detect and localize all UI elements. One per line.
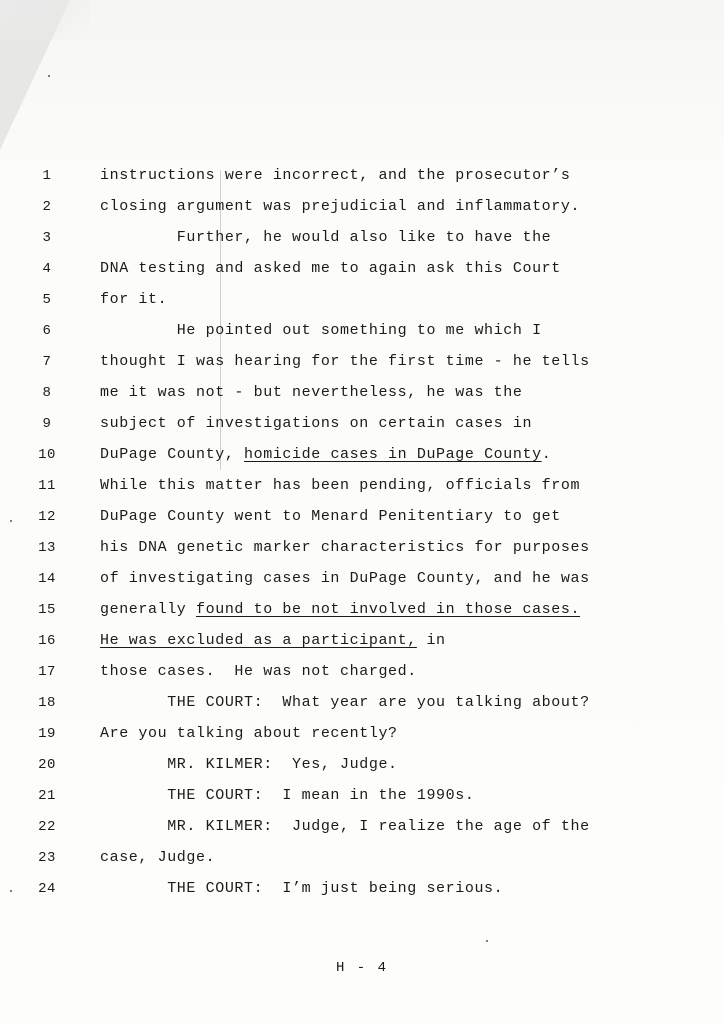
- underlined-text: homicide cases in DuPage County: [244, 446, 542, 463]
- line-number: 7: [42, 354, 52, 370]
- transcript-line: [0, 846, 724, 870]
- line-number: 15: [38, 602, 56, 618]
- line-number: 1: [42, 168, 52, 184]
- text-segment: me it was not - but nevertheless, he was the: [100, 384, 523, 401]
- line-number: 21: [38, 788, 56, 804]
- text-segment: THE COURT: I’m just being serious.: [100, 880, 504, 897]
- underlined-text: found to be not involved in those cases.: [196, 601, 581, 618]
- line-text: [100, 257, 561, 281]
- scan-speck: [48, 75, 50, 77]
- transcript-line: [0, 226, 724, 250]
- line-text: [100, 691, 590, 715]
- line-number: 10: [38, 447, 56, 463]
- line-text: [100, 536, 590, 560]
- text-segment: THE COURT: I mean in the 1990s.: [100, 787, 475, 804]
- transcript-line: [0, 195, 724, 219]
- transcript-line: [0, 877, 724, 901]
- line-text: [100, 381, 522, 405]
- text-segment: for it.: [100, 291, 168, 308]
- text-segment: Further, he would also like to have the: [100, 229, 552, 246]
- line-text: [100, 784, 474, 808]
- transcript-line: [0, 536, 724, 560]
- line-text: [100, 288, 167, 312]
- text-segment: those cases. He was not charged.: [100, 663, 417, 680]
- line-number: 13: [38, 540, 56, 556]
- line-number: 16: [38, 633, 56, 649]
- text-segment: subject of investigations on certain cases in: [100, 415, 533, 432]
- text-segment: of investigating cases in DuPage County, and he was: [100, 570, 590, 587]
- transcript-line: [0, 691, 724, 715]
- line-number: 8: [42, 385, 52, 401]
- text-segment: in: [416, 632, 446, 649]
- transcript-line: [0, 660, 724, 684]
- transcript-line: [0, 784, 724, 808]
- scan-speck: [10, 520, 12, 522]
- line-text: [100, 567, 590, 591]
- text-segment: MR. KILMER: Yes, Judge.: [100, 756, 398, 773]
- text-segment: case, Judge.: [100, 849, 216, 866]
- text-segment: instructions were incorrect, and the prosecutor’s: [100, 167, 571, 184]
- transcript-line: [0, 474, 724, 498]
- transcript-line: [0, 598, 724, 622]
- text-segment: DuPage County,: [100, 446, 245, 463]
- text-segment: Are you talking about recently?: [100, 725, 398, 742]
- page-fold-highlight: [0, 0, 90, 40]
- line-text: [100, 443, 551, 467]
- line-number: 9: [42, 416, 52, 432]
- transcript-line: [0, 505, 724, 529]
- line-text: [100, 350, 590, 374]
- line-number: 12: [38, 509, 56, 525]
- line-number: 20: [38, 757, 56, 773]
- line-text: [100, 195, 580, 219]
- line-text: [100, 753, 398, 777]
- line-text: [100, 164, 570, 188]
- text-segment: his DNA genetic marker characteristics for purposes: [100, 539, 590, 556]
- line-number: 3: [42, 230, 52, 246]
- line-number: 14: [38, 571, 56, 587]
- line-text: [100, 505, 561, 529]
- transcript-line: [0, 629, 724, 653]
- page-number: H - 4: [335, 960, 388, 976]
- text-segment: DNA testing and asked me to again ask this Court: [100, 260, 561, 277]
- line-number: 23: [38, 850, 56, 866]
- text-segment: THE COURT: What year are you talking about?: [100, 694, 590, 711]
- scan-speck: [10, 890, 12, 892]
- transcript-line: [0, 164, 724, 188]
- line-number: 4: [42, 261, 52, 277]
- transcript-line: [0, 257, 724, 281]
- line-number: 22: [38, 819, 56, 835]
- line-text: [100, 319, 542, 343]
- line-number: 24: [38, 881, 56, 897]
- transcript-line: [0, 815, 724, 839]
- transcript-line: [0, 567, 724, 591]
- line-number: 2: [42, 199, 52, 215]
- transcript-line: [0, 753, 724, 777]
- text-segment: generally: [100, 601, 197, 618]
- transcript-line: [0, 443, 724, 467]
- text-segment: thought I was hearing for the first time - he tells: [100, 353, 590, 370]
- transcript-line: [0, 319, 724, 343]
- text-segment: While this matter has been pending, officials from: [100, 477, 581, 494]
- line-number: 19: [38, 726, 56, 742]
- line-text: [100, 846, 215, 870]
- text-segment: .: [541, 446, 552, 463]
- line-text: [100, 877, 503, 901]
- line-text: [100, 226, 551, 250]
- text-segment: DuPage County went to Menard Penitentiary to get: [100, 508, 561, 525]
- text-segment: He pointed out something to me which I: [100, 322, 542, 339]
- line-number: 17: [38, 664, 56, 680]
- line-text: [100, 474, 580, 498]
- line-text: [100, 660, 417, 684]
- line-text: [100, 629, 446, 653]
- underlined-text: He was excluded as a participant,: [100, 632, 417, 649]
- text-segment: MR. KILMER: Judge, I realize the age of the: [100, 818, 590, 835]
- transcript-line: [0, 350, 724, 374]
- transcript-line: [0, 722, 724, 746]
- text-segment: closing argument was prejudicial and inflammatory.: [100, 198, 581, 215]
- scan-speck: [486, 940, 488, 942]
- line-number: 6: [42, 323, 52, 339]
- transcript-line: [0, 412, 724, 436]
- line-text: [100, 815, 590, 839]
- line-number: 18: [38, 695, 56, 711]
- line-text: [100, 598, 580, 622]
- transcript-line: [0, 381, 724, 405]
- line-text: [100, 722, 398, 746]
- line-number: 11: [38, 478, 56, 494]
- transcript-line: [0, 288, 724, 312]
- line-text: [100, 412, 532, 436]
- line-number: 5: [42, 292, 52, 308]
